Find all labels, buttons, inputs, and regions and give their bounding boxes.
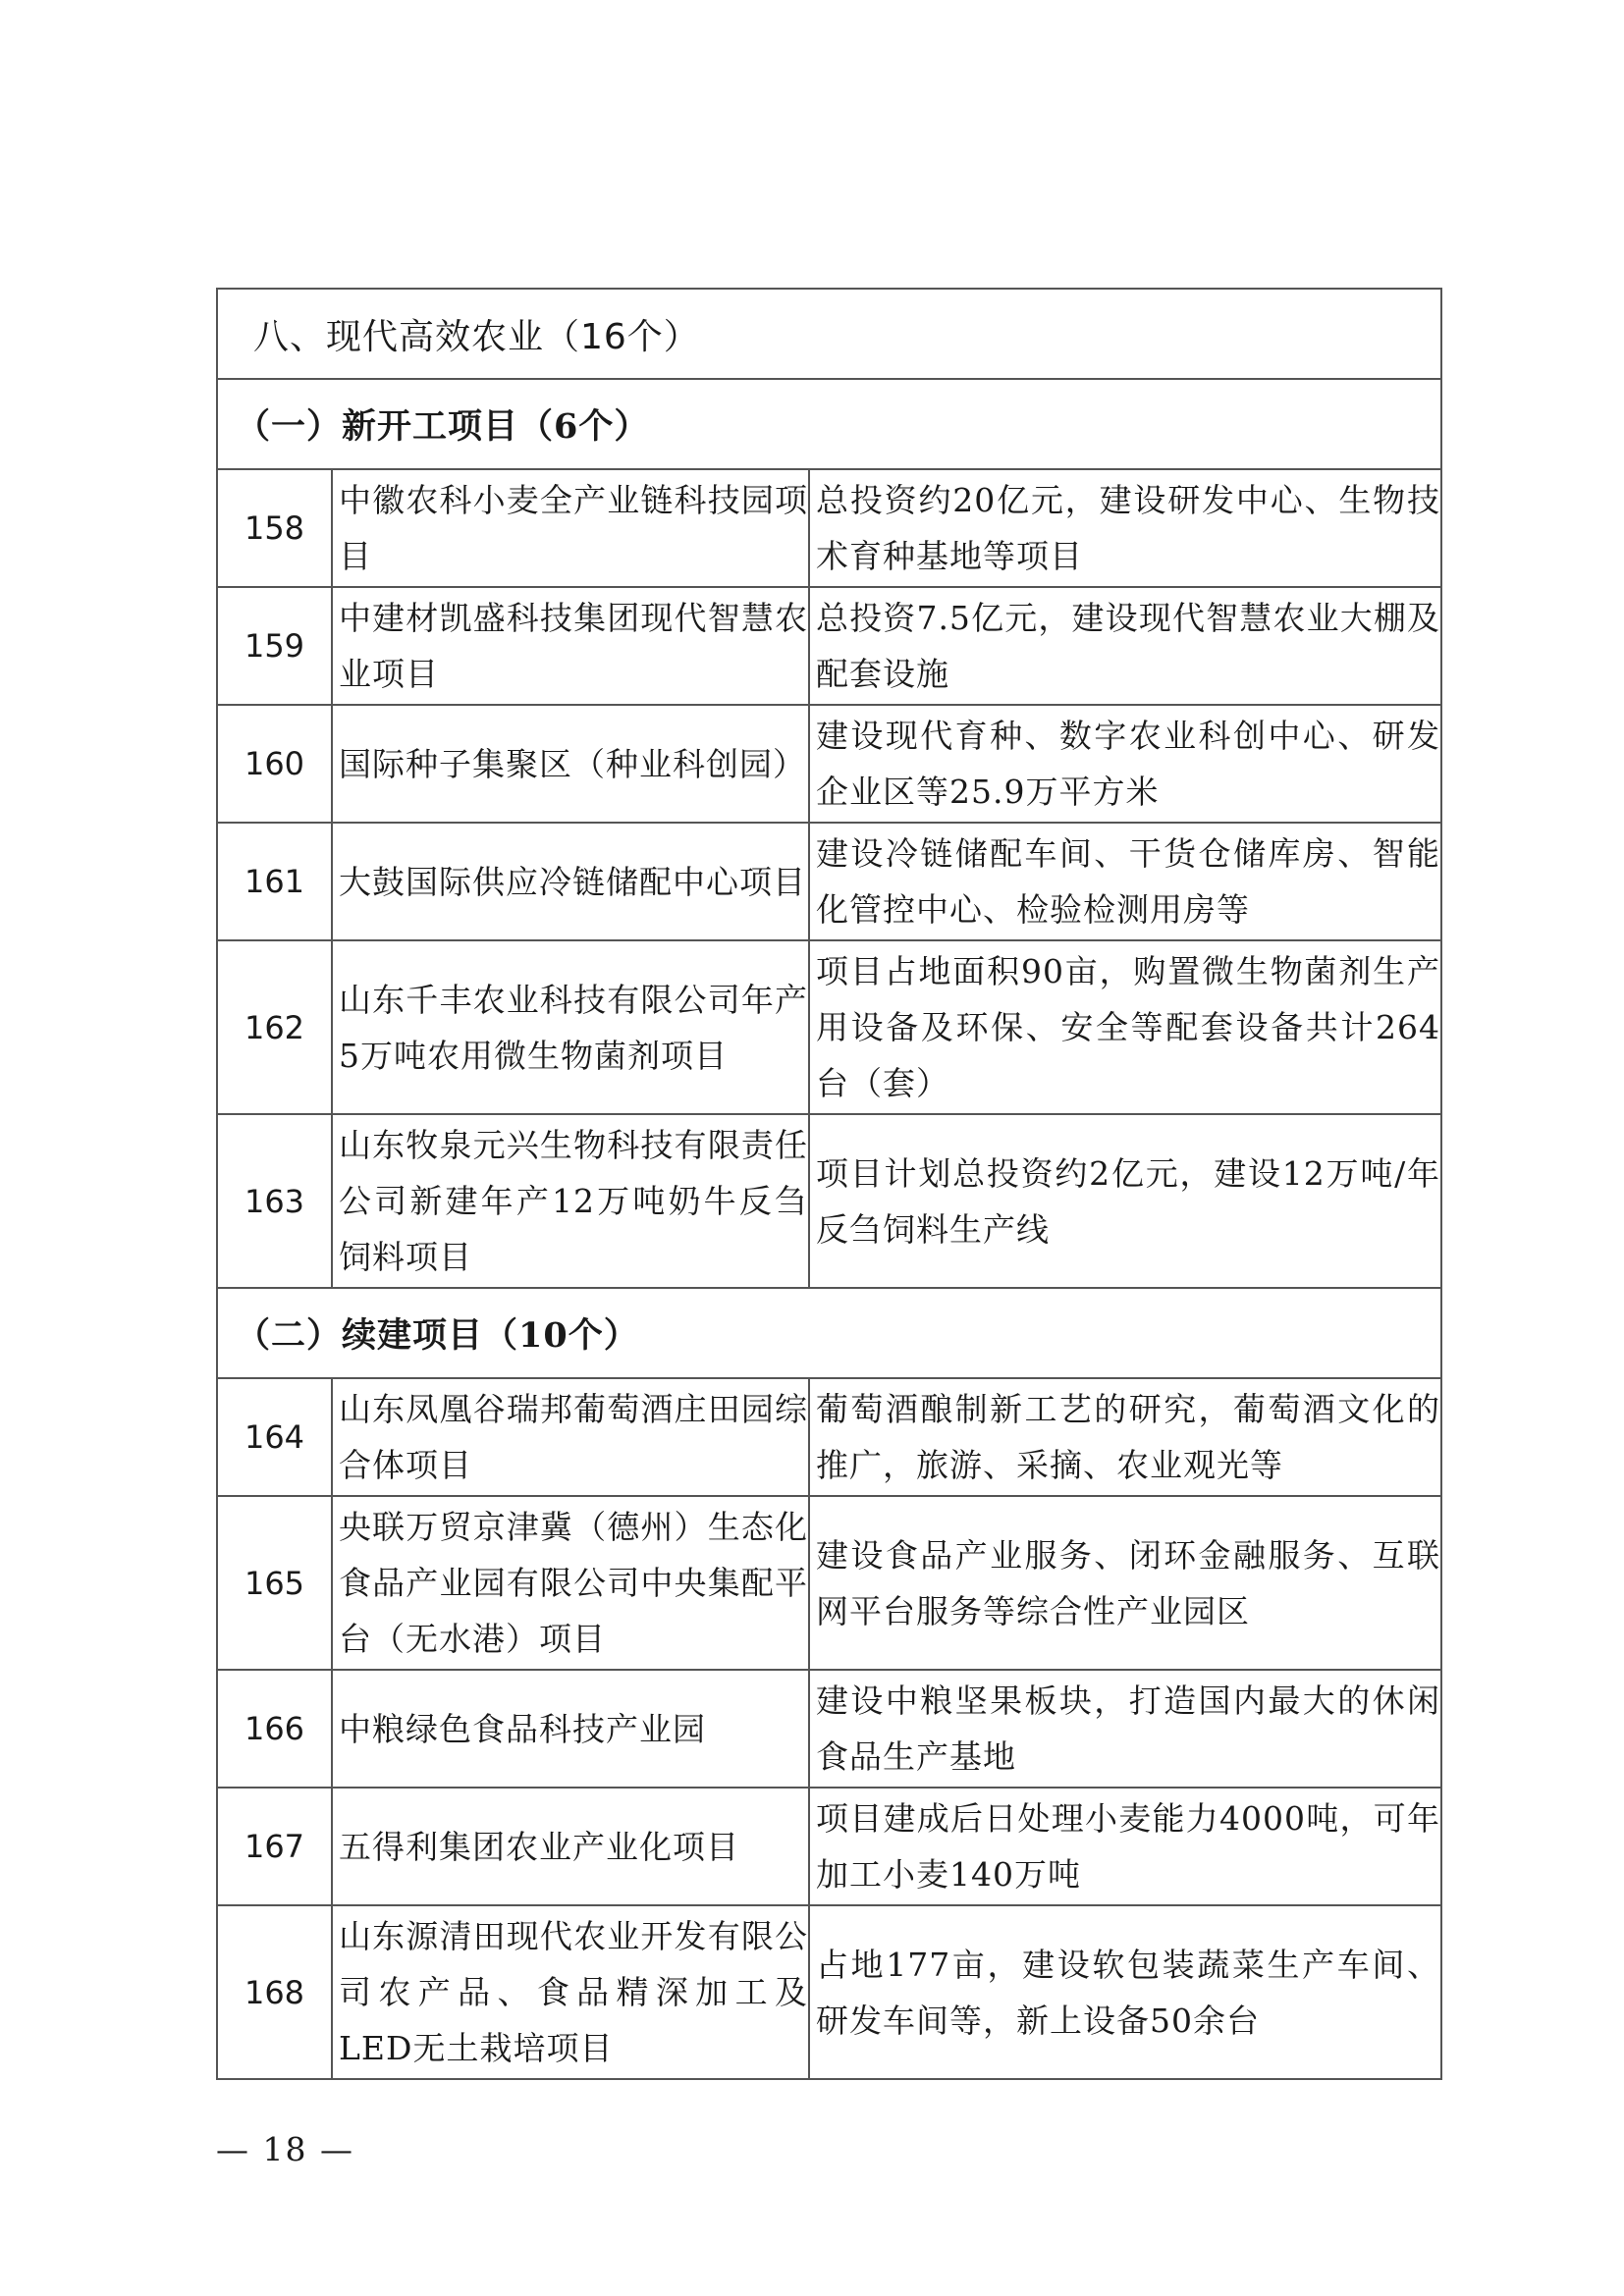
table-row xyxy=(217,1905,1441,2079)
page-number: — 18 — xyxy=(216,2130,354,2168)
table-row xyxy=(217,587,1441,705)
project-number: 161 xyxy=(217,823,332,940)
project-name: 国际种子集聚区（种业科创园） xyxy=(332,705,809,823)
project-description: 建设现代育种、数字农业科创中心、研发企业区等25.9万平方米 xyxy=(809,705,1441,823)
project-number: 163 xyxy=(217,1114,332,1288)
project-description: 葡萄酒酿制新工艺的研究，葡萄酒文化的推广，旅游、采摘、农业观光等 xyxy=(809,1378,1441,1496)
project-number: 162 xyxy=(217,940,332,1114)
table-row xyxy=(217,1670,1441,1788)
table-row xyxy=(217,1114,1441,1288)
project-name: 大鼓国际供应冷链储配中心项目 xyxy=(332,823,809,940)
table-row xyxy=(217,940,1441,1114)
project-number: 159 xyxy=(217,587,332,705)
project-name: 中粮绿色食品科技产业园 xyxy=(332,1670,809,1788)
project-name: 山东凤凰谷瑞邦葡萄酒庄田园综合体项目 xyxy=(332,1378,809,1496)
project-description: 项目占地面积90亩，购置微生物菌剂生产用设备及环保、安全等配套设备共计264台（套） xyxy=(809,940,1441,1114)
projects-table xyxy=(216,288,1442,2080)
project-number: 165 xyxy=(217,1496,332,1670)
project-description: 建设冷链储配车间、干货仓储库房、智能化管控中心、检验检测用房等 xyxy=(809,823,1441,940)
project-name: 山东源清田现代农业开发有限公司农产品、食品精深加工及LED无土栽培项目 xyxy=(332,1905,809,2079)
project-name: 五得利集团农业产业化项目 xyxy=(332,1788,809,1905)
table-row xyxy=(217,705,1441,823)
subsection-header-row xyxy=(217,379,1441,469)
table-row xyxy=(217,823,1441,940)
project-name: 央联万贸京津冀（德州）生态化食品产业园有限公司中央集配平台（无水港）项目 xyxy=(332,1496,809,1670)
subsection-header-row xyxy=(217,1288,1441,1378)
subsection-title-new: （一）新开工项目（6个） xyxy=(217,379,1441,469)
project-number: 167 xyxy=(217,1788,332,1905)
project-description: 占地177亩，建设软包装蔬菜生产车间、研发车间等，新上设备50余台 xyxy=(809,1905,1441,2079)
section-title: 八、现代高效农业（16个） xyxy=(217,289,1441,379)
project-number: 158 xyxy=(217,469,332,587)
project-name: 山东牧泉元兴生物科技有限责任公司新建年产12万吨奶牛反刍饲料项目 xyxy=(332,1114,809,1288)
project-name: 中建材凯盛科技集团现代智慧农业项目 xyxy=(332,587,809,705)
section-header-row xyxy=(217,289,1441,379)
project-number: 166 xyxy=(217,1670,332,1788)
table-row xyxy=(217,1788,1441,1905)
project-description: 建设食品产业服务、闭环金融服务、互联网平台服务等综合性产业园区 xyxy=(809,1496,1441,1670)
table-row xyxy=(217,1378,1441,1496)
project-description: 项目建成后日处理小麦能力4000吨，可年加工小麦140万吨 xyxy=(809,1788,1441,1905)
table-row xyxy=(217,1496,1441,1670)
subsection-title-continued: （二）续建项目（10个） xyxy=(217,1288,1441,1378)
project-name: 中徽农科小麦全产业链科技园项目 xyxy=(332,469,809,587)
project-number: 160 xyxy=(217,705,332,823)
project-name: 山东千丰农业科技有限公司年产5万吨农用微生物菌剂项目 xyxy=(332,940,809,1114)
project-description: 项目计划总投资约2亿元，建设12万吨/年反刍饲料生产线 xyxy=(809,1114,1441,1288)
table-row xyxy=(217,469,1441,587)
project-number: 164 xyxy=(217,1378,332,1496)
project-description: 总投资约20亿元，建设研发中心、生物技术育种基地等项目 xyxy=(809,469,1441,587)
project-description: 总投资7.5亿元，建设现代智慧农业大棚及配套设施 xyxy=(809,587,1441,705)
project-number: 168 xyxy=(217,1905,332,2079)
project-description: 建设中粮坚果板块，打造国内最大的休闲食品生产基地 xyxy=(809,1670,1441,1788)
